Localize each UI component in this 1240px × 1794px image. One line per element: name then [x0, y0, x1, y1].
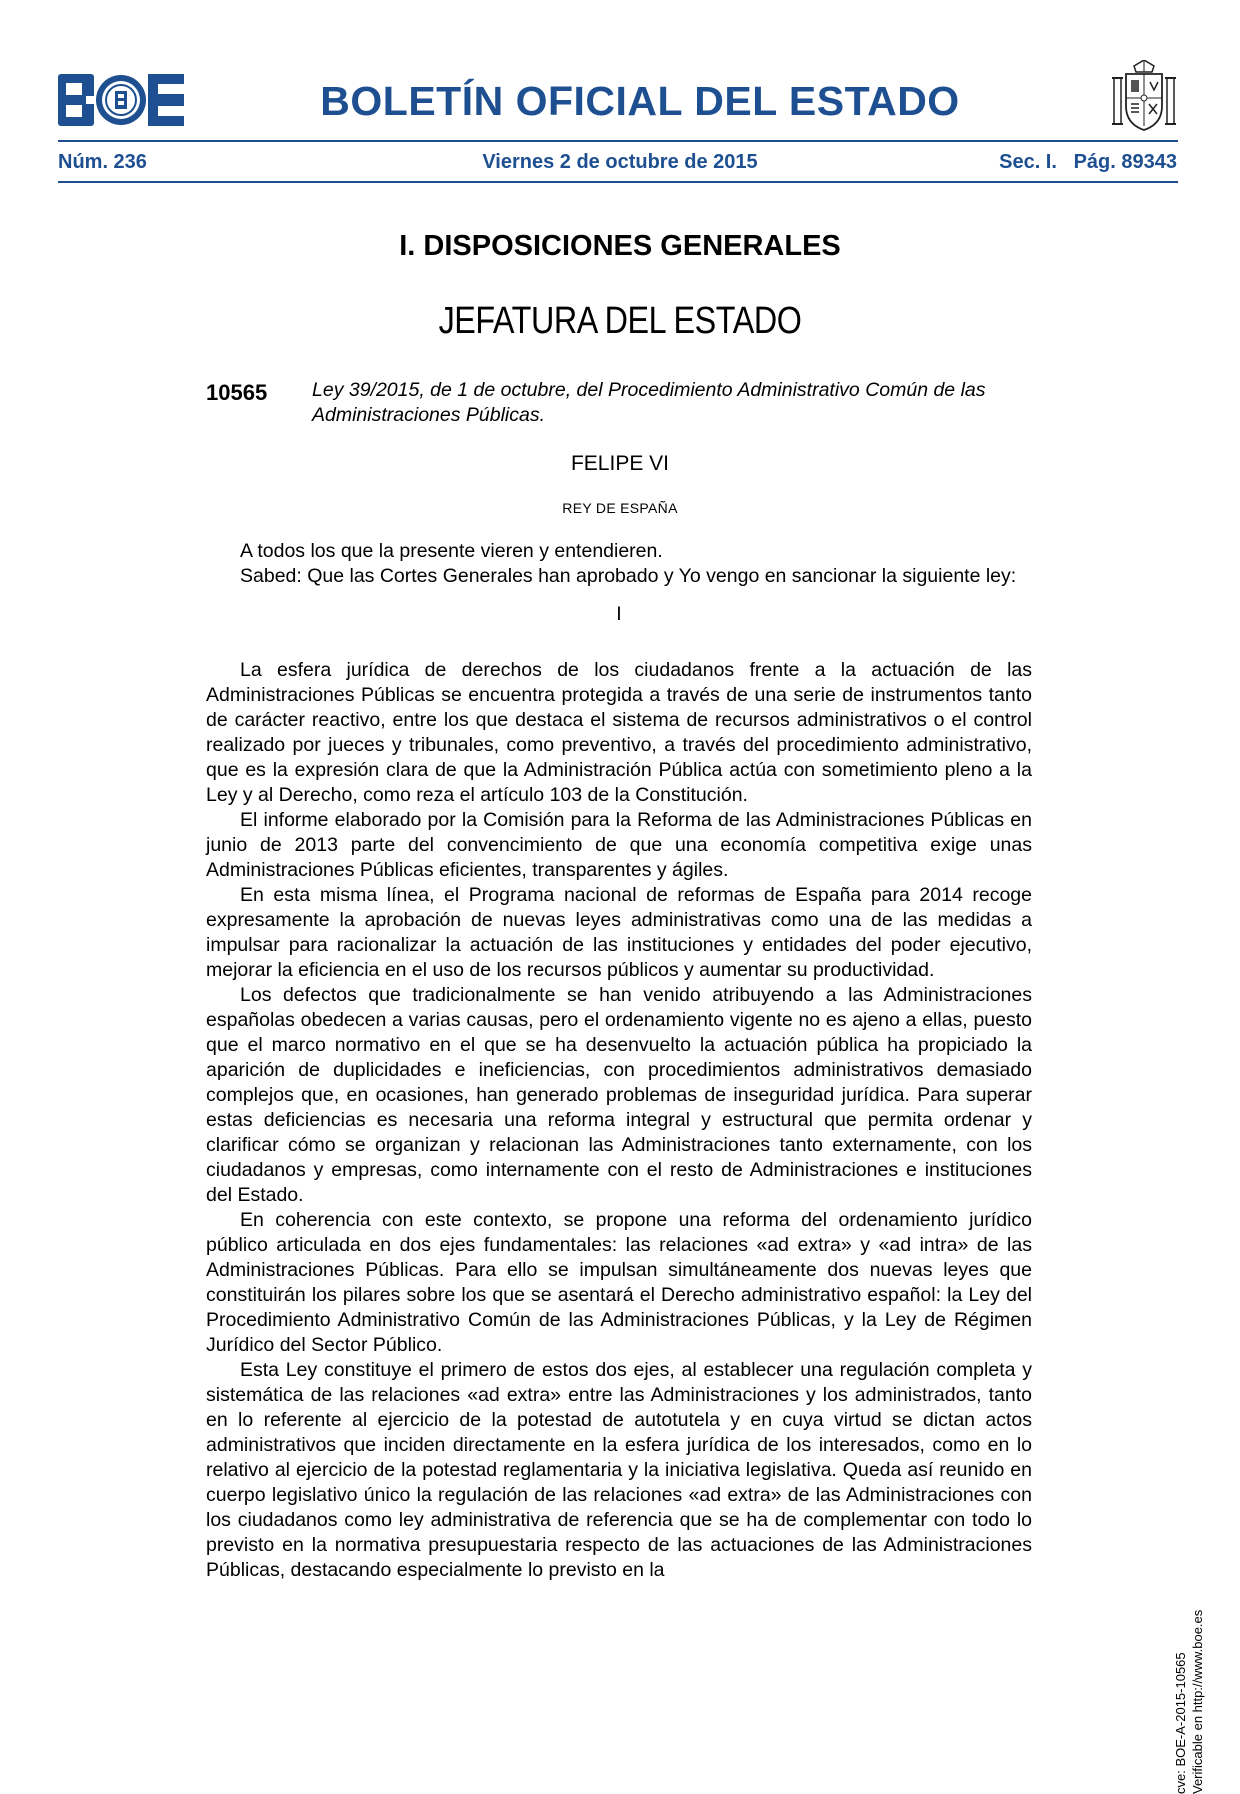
- body-paragraph: El informe elaborado por la Comisión para la Reforma de las Administraciones Públicas en junio de 2013 parte del convencimiento de que una economía competitiva exige unas Administraciones Públicas eficientes, transparentes y ágiles.: [206, 809, 1032, 881]
- body-paragraph: Los defectos que tradicionalmente se han venido atribuyendo a las Administraciones españolas obedecen a varias causas, pero el ordenamiento vigente no es ajeno a ellas, puesto que el marco normativo en el que se ha desenvuelto la actuación pública ha propiciado la aparición de duplicidades e ineficiencias, con procedimientos administrativos demasiado complejos que, en ocasiones, han generado problemas de inseguridad jurídica. Para superar estas deficiencias es necesaria una reforma integral y estructural que permita ordenar y clarificar cómo se organizan y relacionan las Administraciones tanto externamente, con los ciudadanos y empresas, como internamente con el resto de Administraciones e instituciones del Estado.: [206, 984, 1032, 1206]
- law-title: Ley 39/2015, de 1 de octubre, del Procedimiento Administrativo Común de las Administraciones Públicas.: [312, 379, 986, 426]
- bulletin-title: BOLETÍN OFICIAL DEL ESTADO: [320, 78, 960, 124]
- coat-of-arms-icon: [1112, 60, 1176, 132]
- organ-title: JEFATURA DEL ESTADO: [438, 300, 802, 342]
- header-rule-bottom: [58, 181, 1178, 183]
- verification-note: [1172, 1609, 1205, 1794]
- body-paragraph: Esta Ley constituye el primero de estos dos ejes, al establecer una regulación completa y sistemática de las relaciones «ad extra» entre las Administraciones y los administrados, tanto en lo referente al ejercicio de la potestad de autotutela y en cuya virtud se dictan actos administrativos que inciden directamente en la esfera jurídica de los interesados, como en lo relativo al ejercicio de la potestad reglamentaria y la iniciativa legislativa. Queda así reunido en cuerpo legislativo único la regulación de las relaciones «ad extra» de las Administraciones con los ciudadanos como ley administrativa de referencia que se ha de complementar con todo lo previsto en la normativa presupuestaria respecto de las actuaciones de las Administraciones Públicas, destacando especialmente lo previsto en la: [206, 1359, 1032, 1581]
- body-paragraph: En coherencia con este contexto, se propone una reforma del ordenamiento jurídico público articulada en dos ejes fundamentales: las relaciones «ad extra» y «ad intra» de las Administraciones Públicas. Para ello se impulsan simultáneamente dos nuevas leyes que constituirán los pilares sobre los que se asentará el Derecho administrativo español: la Ley del Procedimiento Administrativo Común de las Administraciones Públicas, y la Ley de Régimen Jurídico del Sector Público.: [206, 1209, 1032, 1356]
- issue-date: Viernes 2 de octubre de 2015: [482, 151, 758, 173]
- intro-paragraph: A todos los que la presente vieren y entendieren.: [240, 540, 663, 562]
- body-paragraph: La esfera jurídica de derechos de los ciudadanos frente a la actuación de las Administraciones Públicas se encuentra protegida a través de una serie de instrumentos tanto de carácter reactivo, entre los que destaca el sistema de recursos administrativos o el control realizado por jueces y tribunales, como preventivo, a través del procedimiento administrativo, que es la expresión clara de que la Administración Pública actúa con sometimiento pleno a la Ley y al Derecho, como reza el artículo 103 de la Constitución.: [206, 659, 1032, 806]
- chapter-heading: I: [616, 603, 622, 625]
- king-name: FELIPE VI: [570, 452, 670, 475]
- section-page: Sec. I. Pág. 89343: [999, 151, 1177, 173]
- document-number: 10565: [206, 380, 268, 405]
- cve-code: cve: BOE-A-2015-10565: [1173, 1652, 1188, 1794]
- section-title: I. DISPOSICIONES GENERALES: [399, 230, 841, 262]
- king-subtitle: REY DE ESPAÑA: [562, 500, 678, 516]
- intro-paragraph: Sabed: Que las Cortes Generales han aprobado y Yo vengo en sancionar la siguiente ley:: [240, 565, 1017, 587]
- issue-number: Núm. 236: [58, 151, 147, 173]
- boe-logo: [58, 74, 184, 126]
- document-body: [206, 539, 1032, 1583]
- body-paragraph: En esta misma línea, el Programa nacional de reformas de España para 2014 recoge expresamente la aprobación de nuevas leyes administrativas como una de las medidas a impulsar para racionalizar la actuación de las instituciones y entidades del poder ejecutivo, mejorar la eficiencia en el uso de los recursos públicos y aumentar su productividad.: [206, 884, 1032, 981]
- header-rule-top: [58, 140, 1178, 142]
- verification-url[interactable]: Verificable en http://www.boe.es: [1190, 1609, 1205, 1794]
